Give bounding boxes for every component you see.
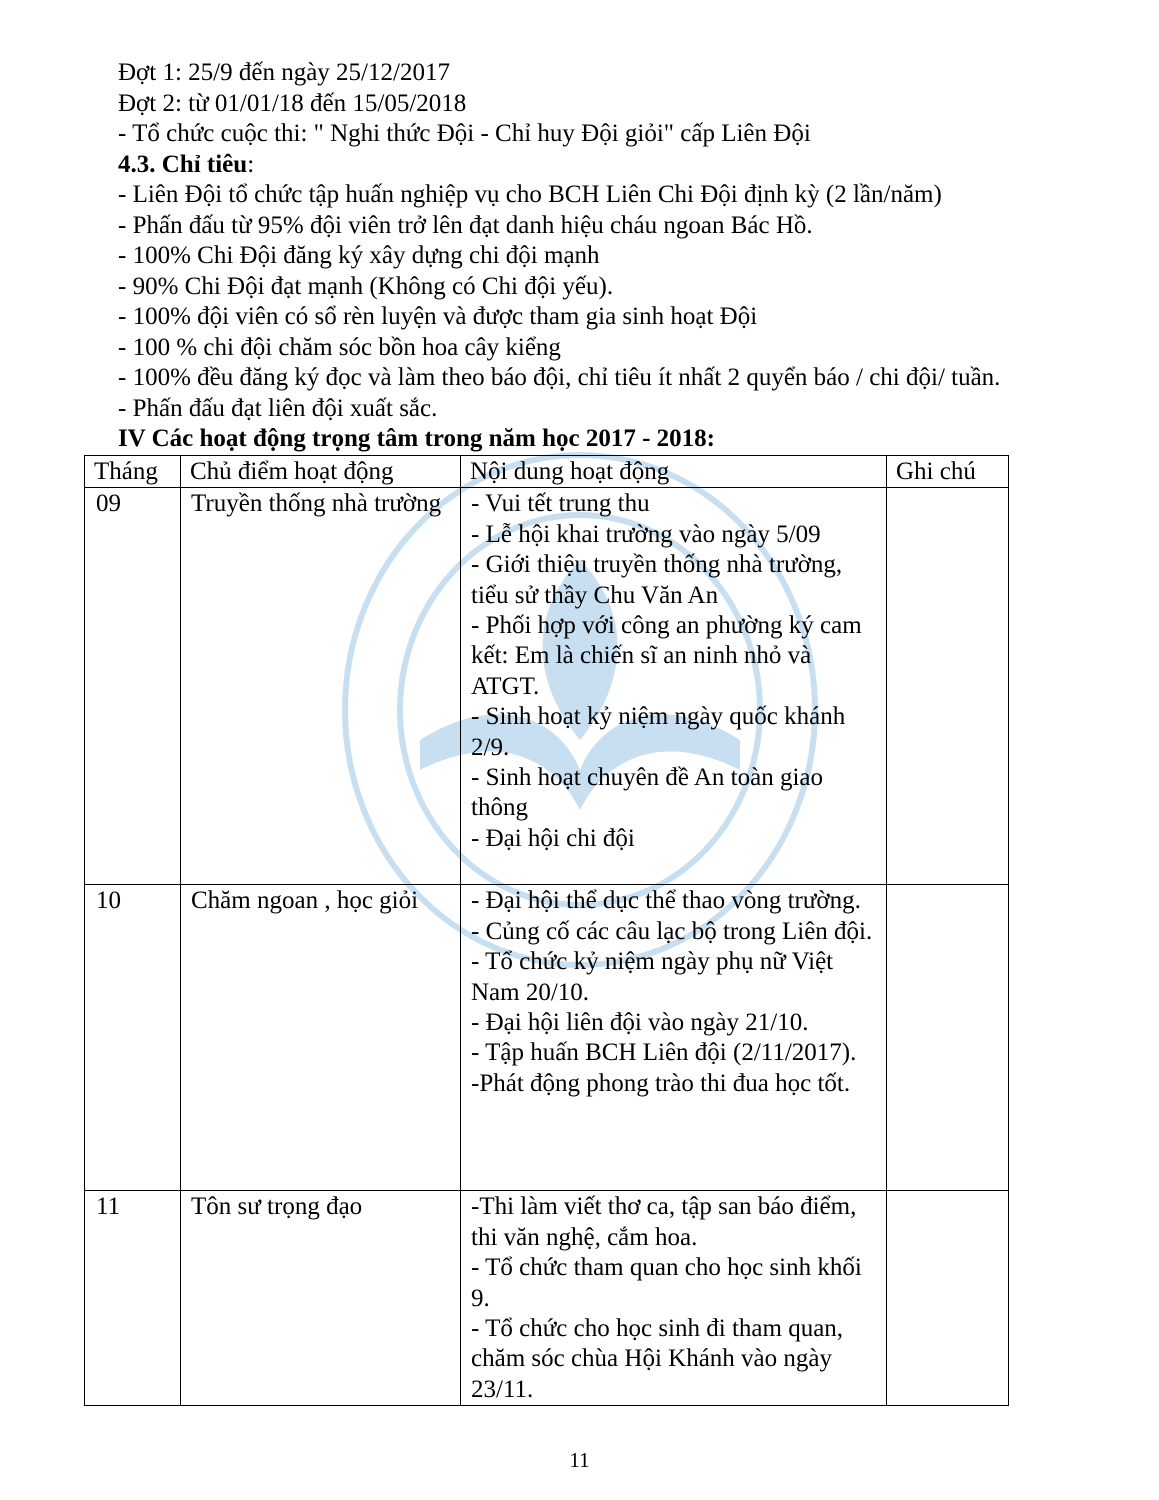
content-line: -Phát động phong trào thi đua học tốt. bbox=[471, 1069, 851, 1097]
content-line: - Tổ chức cho học sinh đi tham quan, chăm sóc chùa Hội Khánh vào ngày 23/11. bbox=[471, 1315, 844, 1403]
activities-heading: IV Các hoạt động trọng tâm trong năm học 2017 - 2018: bbox=[118, 425, 715, 452]
content-line: - Lễ hội khai trường vào ngày 5/09 bbox=[471, 520, 821, 548]
target-item: - Liên Đội tổ chức tập huấn nghiệp vụ cho BCH Liên Chi Đội định kỳ (2 lần/năm) bbox=[118, 181, 942, 208]
section-title-colon: : bbox=[247, 150, 255, 178]
content-line: - Đại hội liên đội vào ngày 21/10. bbox=[471, 1009, 809, 1037]
content-line: -Thi làm viết thơ ca, tập san báo điểm, thi văn nghệ, cắm hoa. bbox=[471, 1193, 857, 1251]
content-line: - Sinh hoạt kỷ niệm ngày quốc khánh 2/9. bbox=[471, 703, 846, 761]
note-cell bbox=[887, 885, 1009, 1191]
header-month: Tháng bbox=[85, 456, 181, 488]
target-item: - 90% Chi Đội đạt mạnh (Không có Chi đội yếu). bbox=[118, 272, 614, 300]
month-cell: 09 bbox=[85, 488, 181, 885]
content-line: - Sinh hoạt chuyên đề An toàn giao thông bbox=[471, 764, 824, 822]
content-line: - Giới thiệu truyền thống nhà trường, tiểu sử thầy Chu Văn An bbox=[471, 551, 843, 609]
content-line: - Củng cố các câu lạc bộ trong Liên đội. bbox=[471, 917, 873, 945]
theme-cell: Truyền thống nhà trường bbox=[181, 488, 461, 885]
content-line: - Đại hội chi đội bbox=[471, 824, 635, 852]
header-theme: Chủ điểm hoạt động bbox=[181, 456, 461, 488]
header-content: Nội dung hoạt động bbox=[461, 456, 887, 488]
month-cell: 10 bbox=[85, 885, 181, 1191]
target-item: - 100% đội viên có sổ rèn luyện và được tham gia sinh hoạt Đội bbox=[118, 303, 758, 330]
content-line: - Tập huấn BCH Liên đội (2/11/2017). bbox=[471, 1039, 857, 1067]
page-number: 11 bbox=[569, 1448, 590, 1472]
content-line: - Đại hội thể dục thể thao vòng trường. bbox=[471, 887, 861, 915]
note-cell bbox=[887, 1191, 1009, 1406]
intro-line-contest: - Tổ chức cuộc thi: " Nghi thức Đội - Chỉ huy Đội giỏi" cấp Liên Đội bbox=[118, 120, 811, 147]
intro-section bbox=[118, 58, 1078, 424]
table-header-row bbox=[85, 456, 1009, 488]
target-item: - 100% đều đăng ký đọc và làm theo báo đội, chỉ tiêu ít nhất 2 quyển báo / chi đội/ tuần. bbox=[118, 364, 1001, 391]
target-item: - Phấn đấu từ 95% đội viên trở lên đạt danh hiệu cháu ngoan Bác Hồ. bbox=[118, 211, 813, 239]
content-cell bbox=[461, 488, 887, 885]
month-cell: 11 bbox=[85, 1191, 181, 1406]
table-row bbox=[85, 885, 1009, 1191]
content-line: - Tổ chức tham quan cho học sinh khối 9. bbox=[471, 1254, 862, 1312]
intro-line-phase-1: Đợt 1: 25/9 đến ngày 25/12/2017 bbox=[118, 59, 450, 86]
theme-cell: Chăm ngoan , học giỏi bbox=[181, 885, 461, 1191]
note-cell bbox=[887, 488, 1009, 885]
section-title-text: 4.3. Chỉ tiêu bbox=[118, 150, 248, 178]
content-cell bbox=[461, 1191, 887, 1406]
content-line: - Tổ chức kỷ niệm ngày phụ nữ Việt Nam 20/10. bbox=[471, 948, 834, 1006]
section-title-targets bbox=[118, 150, 1078, 181]
header-note: Ghi chú bbox=[887, 456, 1009, 488]
intro-line-phase-2: Đợt 2: từ 01/01/18 đến 15/05/2018 bbox=[118, 89, 467, 117]
content-cell bbox=[461, 885, 887, 1191]
target-item: - Phấn đấu đạt liên đội xuất sắc. bbox=[118, 394, 438, 422]
target-item: - 100 % chi đội chăm sóc bồn hoa cây kiểng bbox=[118, 333, 561, 361]
table-row bbox=[85, 1191, 1009, 1406]
activities-table bbox=[84, 455, 1009, 1406]
target-item: - 100% Chi Đội đăng ký xây dựng chi đội mạnh bbox=[118, 242, 600, 269]
content-line: - Phối hợp với công an phường ký cam kết: Em là chiến sĩ an ninh nhỏ và ATGT. bbox=[471, 612, 862, 700]
theme-cell: Tôn sư trọng đạo bbox=[181, 1191, 461, 1406]
content-line: - Vui tết trung thu bbox=[471, 490, 650, 518]
table-row bbox=[85, 488, 1009, 885]
